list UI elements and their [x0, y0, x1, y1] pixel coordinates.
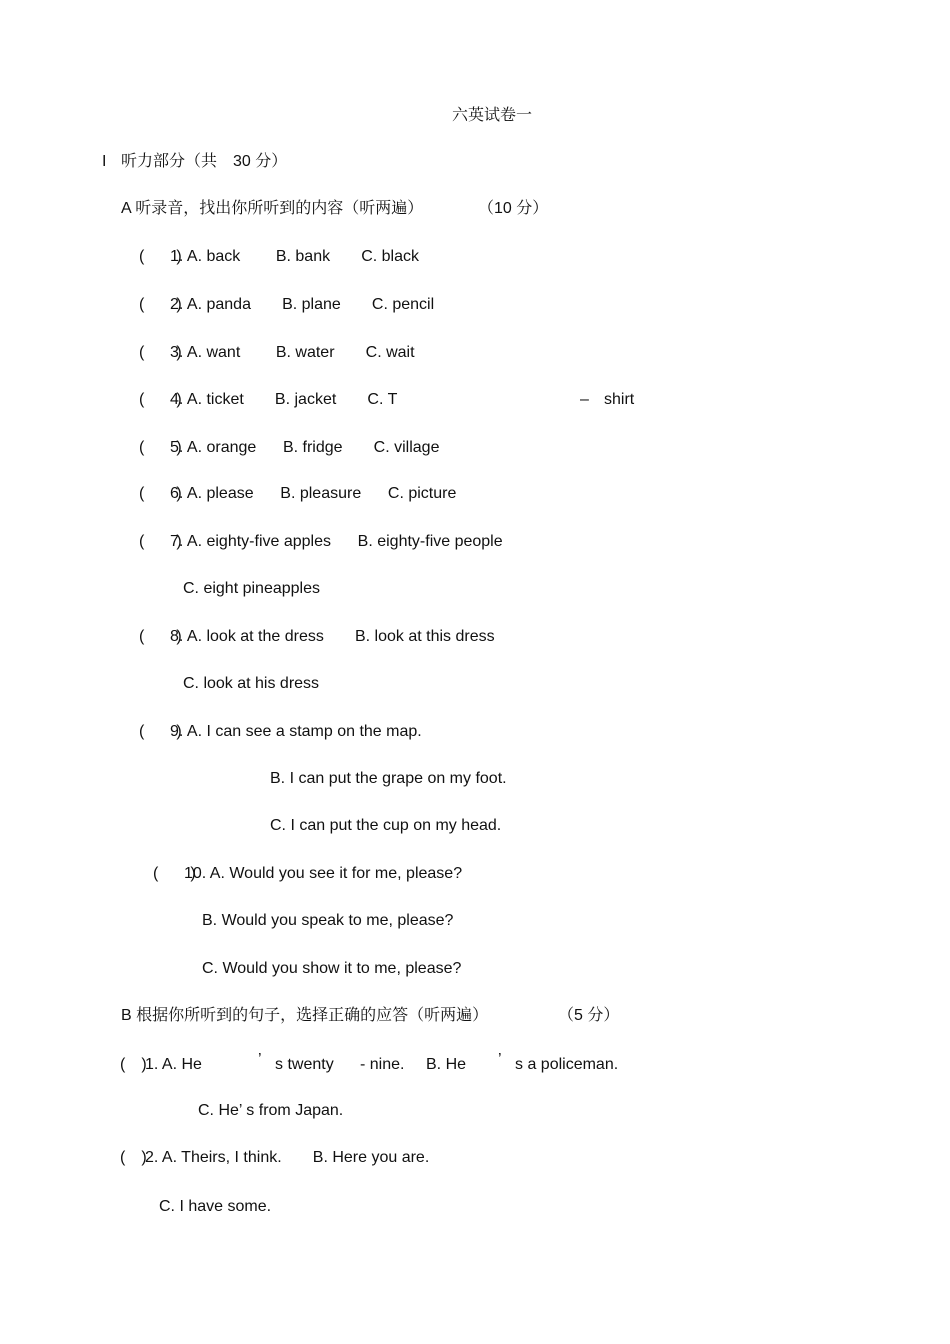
section-b-score: （5 分） [558, 1007, 620, 1024]
option-a: 1. A. He [145, 1056, 202, 1073]
question-text: 2. A. panda B. plane C. pencil [170, 296, 435, 313]
answer-blank[interactable]: ( ) [120, 1149, 147, 1166]
question-text: 2. A. Theirs, I think. B. Here you are. [145, 1149, 430, 1166]
option-b: B. I can put the grape on my foot. [270, 770, 507, 787]
answer-blank[interactable]: ( ) [139, 439, 182, 456]
section-a-heading: A 听录音，找出你所听到的内容（听两遍） [121, 200, 424, 217]
option-b: B. He [426, 1056, 467, 1073]
section-a-score: （10 分） [478, 200, 549, 217]
option-b: B. Would you speak to me, please? [202, 912, 454, 929]
apostrophe: ’ [498, 1051, 502, 1068]
question-text: 3. A. want B. water C. wait [170, 344, 415, 361]
answer-blank[interactable]: ( ) [139, 533, 182, 550]
question-text: 10. A. Would you see it for me, please? [184, 865, 463, 882]
apostrophe: ’ [258, 1051, 262, 1068]
question-text: 5. A. orange B. fridge C. village [170, 439, 440, 456]
answer-blank[interactable]: ( ) [139, 485, 182, 502]
question-tail: shirt [604, 391, 635, 408]
option-c: C. eight pineapples [183, 580, 320, 597]
answer-blank[interactable]: ( ) [139, 391, 182, 408]
question-text: 6. A. please B. pleasure C. picture [170, 485, 457, 502]
part-heading: 听力部分（共 30 分） [121, 153, 288, 170]
question-text: 8. A. look at the dress B. look at this dress [170, 628, 495, 645]
section-b-heading: B 根据你所听到的句子，选择正确的应答（听两遍） [121, 1007, 489, 1024]
option-c: C. I can put the cup on my head. [270, 817, 502, 834]
answer-blank[interactable]: ( ) [120, 1056, 147, 1073]
page-title: 六英试卷一 [452, 105, 533, 124]
option-c: C. He’ s from Japan. [198, 1102, 344, 1119]
answer-blank[interactable]: ( ) [153, 865, 196, 882]
answer-blank[interactable]: ( ) [139, 296, 182, 313]
answer-blank[interactable]: ( ) [139, 344, 182, 361]
option-c: C. Would you show it to me, please? [202, 960, 462, 977]
answer-blank[interactable]: ( ) [139, 628, 182, 645]
question-dash: – [580, 391, 589, 408]
answer-blank[interactable]: ( ) [139, 723, 182, 740]
option-c: C. look at his dress [183, 675, 320, 692]
answer-blank[interactable]: ( ) [139, 248, 182, 265]
option-c: C. I have some. [159, 1198, 272, 1215]
question-text: 4. A. ticket B. jacket C. T [170, 391, 398, 408]
option-a-cont: s twenty [275, 1056, 334, 1073]
option-b-cont: s a policeman. [515, 1056, 619, 1073]
question-text: 7. A. eighty-five apples B. eighty-five people [170, 533, 503, 550]
question-text: 1. A. back B. bank C. black [170, 248, 419, 265]
part-number: I [102, 153, 107, 170]
option-a-tail: - nine. [360, 1056, 405, 1073]
question-text: 9. A. I can see a stamp on the map. [170, 723, 422, 740]
